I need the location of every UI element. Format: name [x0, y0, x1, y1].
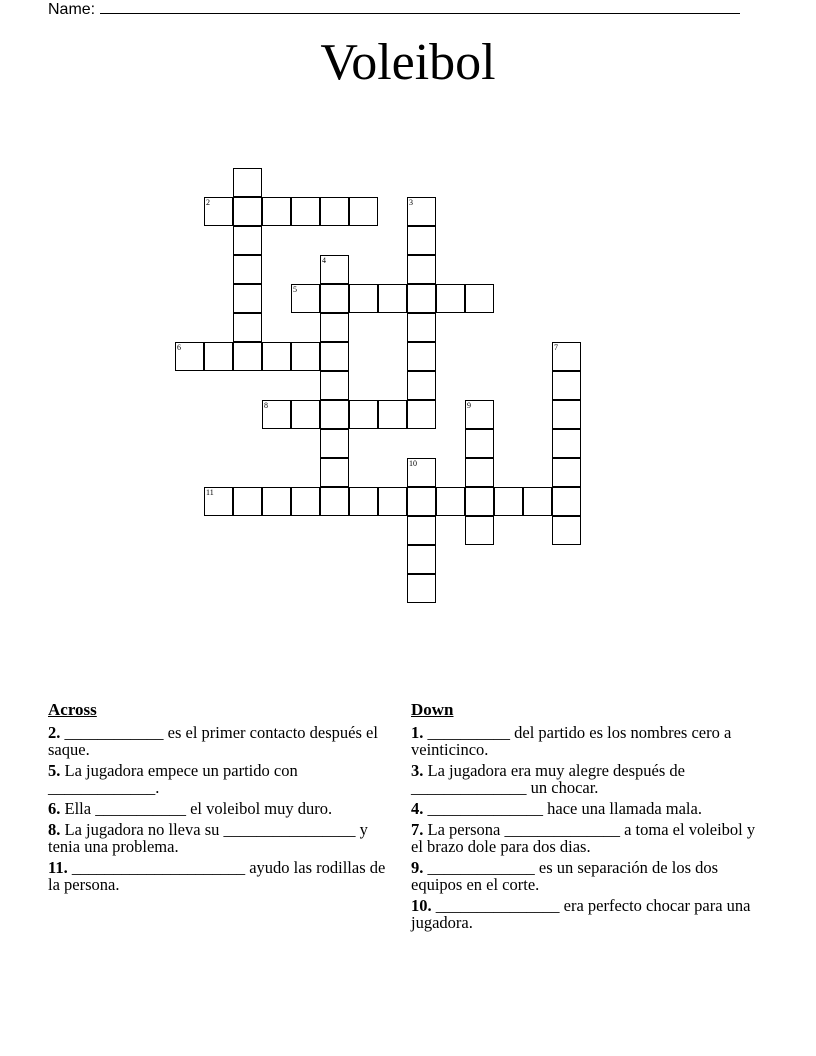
crossword-cell[interactable]: [291, 400, 320, 429]
page-title: Voleibol: [320, 34, 496, 91]
cell-number: 11: [206, 488, 214, 497]
across-clue: [48, 859, 393, 893]
clue-text: ______________ hace una llamada mala.: [427, 799, 702, 818]
down-clue: [411, 859, 761, 893]
clue-number: 7.: [411, 820, 424, 839]
crossword-cell[interactable]: [262, 487, 291, 516]
crossword-cell[interactable]: [349, 487, 378, 516]
crossword-cell[interactable]: [291, 342, 320, 371]
crossword-cell[interactable]: [552, 400, 581, 429]
clue-text: _______________ era perfecto chocar para una jugadora.: [411, 896, 751, 932]
crossword-cell[interactable]: [552, 429, 581, 458]
crossword-cell[interactable]: [320, 313, 349, 342]
crossword-cell[interactable]: [233, 255, 262, 284]
crossword-cell[interactable]: [407, 255, 436, 284]
crossword-cell[interactable]: [233, 487, 262, 516]
crossword-cell[interactable]: [552, 458, 581, 487]
crossword-cell[interactable]: [291, 487, 320, 516]
crossword-cell[interactable]: [436, 487, 465, 516]
cell-number: 2: [206, 198, 210, 207]
crossword-cell[interactable]: [407, 400, 436, 429]
clue-number: 10.: [411, 896, 432, 915]
crossword-cell[interactable]: [320, 400, 349, 429]
crossword-cell[interactable]: [233, 197, 262, 226]
crossword-cell[interactable]: [523, 487, 552, 516]
crossword-cell[interactable]: [320, 429, 349, 458]
crossword-cell[interactable]: [349, 400, 378, 429]
across-clue: [48, 724, 393, 758]
crossword-cell[interactable]: [465, 400, 494, 429]
crossword-cell[interactable]: [407, 313, 436, 342]
crossword-cell[interactable]: [291, 197, 320, 226]
down-clue: [411, 800, 761, 817]
cell-number: 10: [409, 459, 417, 468]
crossword-cell[interactable]: [494, 487, 523, 516]
clue-number: 6.: [48, 799, 61, 818]
across-clue: [48, 762, 393, 796]
crossword-cell[interactable]: [320, 197, 349, 226]
cell-number: 7: [554, 343, 558, 352]
crossword-cell[interactable]: [175, 342, 204, 371]
down-clue: [411, 821, 761, 855]
crossword-cell[interactable]: [262, 197, 291, 226]
clue-number: 9.: [411, 858, 424, 877]
down-clue: [411, 724, 761, 758]
clue-number: 4.: [411, 799, 424, 818]
across-clue: [48, 821, 393, 855]
crossword-cell[interactable]: [320, 371, 349, 400]
crossword-cell[interactable]: [407, 458, 436, 487]
clue-number: 2.: [48, 723, 61, 742]
name-label: Name:: [48, 1, 96, 18]
crossword-cell[interactable]: [320, 487, 349, 516]
crossword-cell[interactable]: [407, 516, 436, 545]
crossword-cell[interactable]: [465, 458, 494, 487]
cell-number: 5: [293, 285, 297, 294]
clue-text: Ella ___________ el voleibol muy duro.: [64, 799, 333, 818]
crossword-cell[interactable]: [378, 284, 407, 313]
crossword-cell[interactable]: [407, 371, 436, 400]
crossword-cell[interactable]: [233, 342, 262, 371]
crossword-cell[interactable]: [552, 516, 581, 545]
crossword-cell[interactable]: [407, 284, 436, 313]
crossword-cell[interactable]: [465, 487, 494, 516]
cell-number: 4: [322, 256, 326, 265]
clue-number: 8.: [48, 820, 61, 839]
clue-number: 3.: [411, 761, 424, 780]
crossword-cell[interactable]: [378, 400, 407, 429]
crossword-cell[interactable]: [349, 197, 378, 226]
crossword-cell[interactable]: [320, 458, 349, 487]
clue-text: La persona ______________ a toma el voleibol y el brazo dole para dos dias.: [411, 820, 756, 856]
clue-number: 11.: [48, 858, 68, 877]
clue-text: La jugadora era muy alegre después de ______________ un chocar.: [411, 761, 685, 797]
clue-text: La jugadora no lleva su ________________ y tenia una problema.: [48, 820, 368, 856]
cell-number: 9: [467, 401, 471, 410]
crossword-cell[interactable]: [407, 226, 436, 255]
crossword-cell[interactable]: [552, 371, 581, 400]
down-clues: [411, 700, 761, 935]
crossword-cell[interactable]: [349, 284, 378, 313]
clue-text: ____________ es el primer contacto después el saque.: [48, 723, 378, 759]
crossword-cell[interactable]: [407, 197, 436, 226]
crossword-cell[interactable]: [204, 342, 233, 371]
clue-text: La jugadora empece un partido con _____________.: [48, 761, 298, 797]
crossword-cell[interactable]: [436, 284, 465, 313]
clue-text: _____________________ ayudo las rodillas de la persona.: [48, 858, 386, 894]
crossword-cell[interactable]: [407, 487, 436, 516]
crossword-cell[interactable]: [465, 516, 494, 545]
crossword-cell[interactable]: [552, 342, 581, 371]
crossword-cell[interactable]: [233, 168, 262, 197]
crossword-cell[interactable]: [407, 342, 436, 371]
across-clue: [48, 800, 393, 817]
crossword-cell[interactable]: [262, 342, 291, 371]
crossword-cell[interactable]: [262, 400, 291, 429]
crossword-cell[interactable]: [320, 284, 349, 313]
clue-number: 5.: [48, 761, 61, 780]
crossword-cell[interactable]: [291, 284, 320, 313]
crossword-cell[interactable]: [233, 284, 262, 313]
crossword-cell[interactable]: [407, 545, 436, 574]
crossword-cell[interactable]: [465, 284, 494, 313]
crossword-cell[interactable]: [320, 342, 349, 371]
cell-number: 3: [409, 198, 413, 207]
clue-text: _____________ es un separación de los dos equipos en el corte.: [411, 858, 719, 894]
crossword-cell[interactable]: [233, 313, 262, 342]
across-heading: Across: [48, 700, 97, 719]
crossword-cell[interactable]: [378, 487, 407, 516]
cell-number: 6: [177, 343, 181, 352]
crossword-cell[interactable]: [204, 197, 233, 226]
crossword-cell[interactable]: [204, 487, 233, 516]
crossword-cell[interactable]: [465, 429, 494, 458]
down-clue: [411, 897, 761, 931]
cell-number: 8: [264, 401, 268, 410]
down-clue: [411, 762, 761, 796]
crossword-cell[interactable]: [407, 574, 436, 603]
down-heading: Down: [411, 700, 454, 719]
clue-number: 1.: [411, 723, 424, 742]
across-clues: [48, 700, 393, 897]
crossword-cell[interactable]: [552, 487, 581, 516]
crossword-cell[interactable]: [320, 255, 349, 284]
clue-text: __________ del partido es los nombres cero a veinticinco.: [411, 723, 732, 759]
crossword-cell[interactable]: [233, 226, 262, 255]
